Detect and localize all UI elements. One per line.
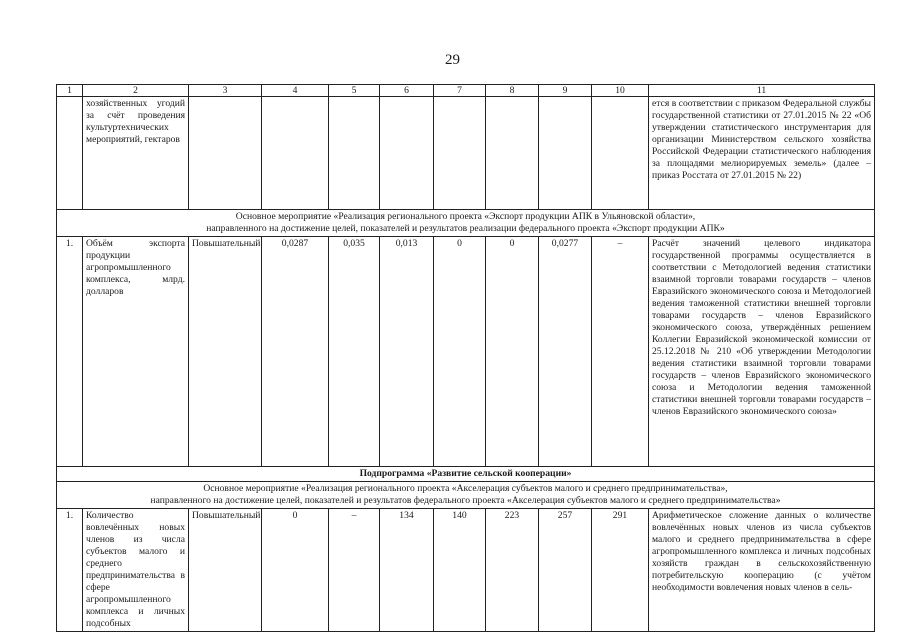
methodology-note: Арифметическое сложение данных о количестве вовлечённых новых членов из числа субъектов малого и среднего предпринимательства в сфере агропромышленного комплекса и личных подсобных хозяйств граждан в сельскохозяйственную потребительскую кооперацию (с учётом необходимости вовлечения новых членов в сель- xyxy=(649,509,875,632)
row-number: 1. xyxy=(57,237,83,467)
col-header-3: 3 xyxy=(189,85,262,97)
col-header-7: 7 xyxy=(434,85,486,97)
indicator-name: Объём экспорта продукции агропромышленного комплекса, млрд. долларов xyxy=(83,237,189,467)
value-col10: – xyxy=(592,237,649,467)
col-header-4: 4 xyxy=(262,85,329,97)
indicator-name: хозяйственных угодий за счёт проведения культуртехнических мероприятий, гектаров xyxy=(83,97,189,210)
value-col5: – xyxy=(329,509,380,632)
banner-line: Основное мероприятие «Реализация регионального проекта «Акселерация субъектов малого и среднего предпринимательства», xyxy=(203,483,728,494)
col-header-9: 9 xyxy=(539,85,592,97)
value-col6: 134 xyxy=(380,509,434,632)
value-col7: 140 xyxy=(434,509,486,632)
methodology-note: Расчёт значений целевого индикатора государственной программы осуществляется в соответствии с Методологией ведения статистики взаимной торговли товарами государств – членов Евразийского экономического союза и Методологией ведения таможенной статистики внешней торговли товарами государств – членов Евразийского экономического союза, утверждённых решением Коллегии Евразийской экономической комиссии от 25.12.2018 № 210 «Об утверждении Методологии ведения статистики взаимной торговли товарами государств – членов Евразийского экономического союза и Методологии ведения таможенной статистики внешней торговли товарами государств – членов Евразийского экономического союза» xyxy=(649,237,875,467)
col-header-8: 8 xyxy=(486,85,539,97)
value-col6: 0,013 xyxy=(380,237,434,467)
col-header-5: 5 xyxy=(329,85,380,97)
col-header-10: 10 xyxy=(592,85,649,97)
table-row-export xyxy=(57,237,875,467)
banner-line: Основное мероприятие «Реализация регионального проекта «Экспорт продукции АПК в Ульяновской области», xyxy=(235,211,696,222)
value-col4: 0,0287 xyxy=(262,237,329,467)
indicator-type: Повышательный xyxy=(189,237,262,467)
value-col9: 257 xyxy=(539,509,592,632)
indicator-table xyxy=(56,84,875,632)
value-col8: 223 xyxy=(486,509,539,632)
col-header-1: 1 xyxy=(57,85,83,97)
table-row-continued xyxy=(57,97,875,210)
subprogram-title: Подпрограмма «Развитие сельской кооперации» xyxy=(57,467,875,482)
col-header-2: 2 xyxy=(83,85,189,97)
section-banner-export xyxy=(57,210,875,237)
value-col10: 291 xyxy=(592,509,649,632)
row-number: 1. xyxy=(57,509,83,632)
table-row-coop xyxy=(57,509,875,632)
value-col9: 0,0277 xyxy=(539,237,592,467)
value-col7: 0 xyxy=(434,237,486,467)
banner-line: направленного на достижение целей, показателей и результатов реализации федерального проекта «Экспорт продукции АПК» xyxy=(206,223,725,234)
banner-line: направленного на достижение целей, показателей и результатов федерального проекта «Акселерация субъектов малого и среднего предпринимательства» xyxy=(150,495,781,506)
methodology-note: ется в соответствии с приказом Федеральной службы государственной статистики от 27.01.2015 № 22 «Об утверждении статистического инструментария для организации Министерством сельского хозяйства Российской Федерации статистического наблюдения за площадями мелиорируемых земель» (далее – приказ Росстата от 27.01.2015 № 22) xyxy=(649,97,875,210)
column-number-row xyxy=(57,85,875,97)
subprogram-row xyxy=(57,467,875,482)
col-header-11: 11 xyxy=(649,85,875,97)
indicator-name: Количество вовлечённых новых членов из числа субъектов малого и среднего предпринимательства в сфере агропромышленного комплекса и личных подсобных xyxy=(83,509,189,632)
value-col8: 0 xyxy=(486,237,539,467)
col-header-6: 6 xyxy=(380,85,434,97)
value-col5: 0,035 xyxy=(329,237,380,467)
indicator-type: Повышательный xyxy=(189,509,262,632)
value-col4: 0 xyxy=(262,509,329,632)
page-number: 29 xyxy=(445,52,460,68)
section-banner-coop xyxy=(57,482,875,509)
